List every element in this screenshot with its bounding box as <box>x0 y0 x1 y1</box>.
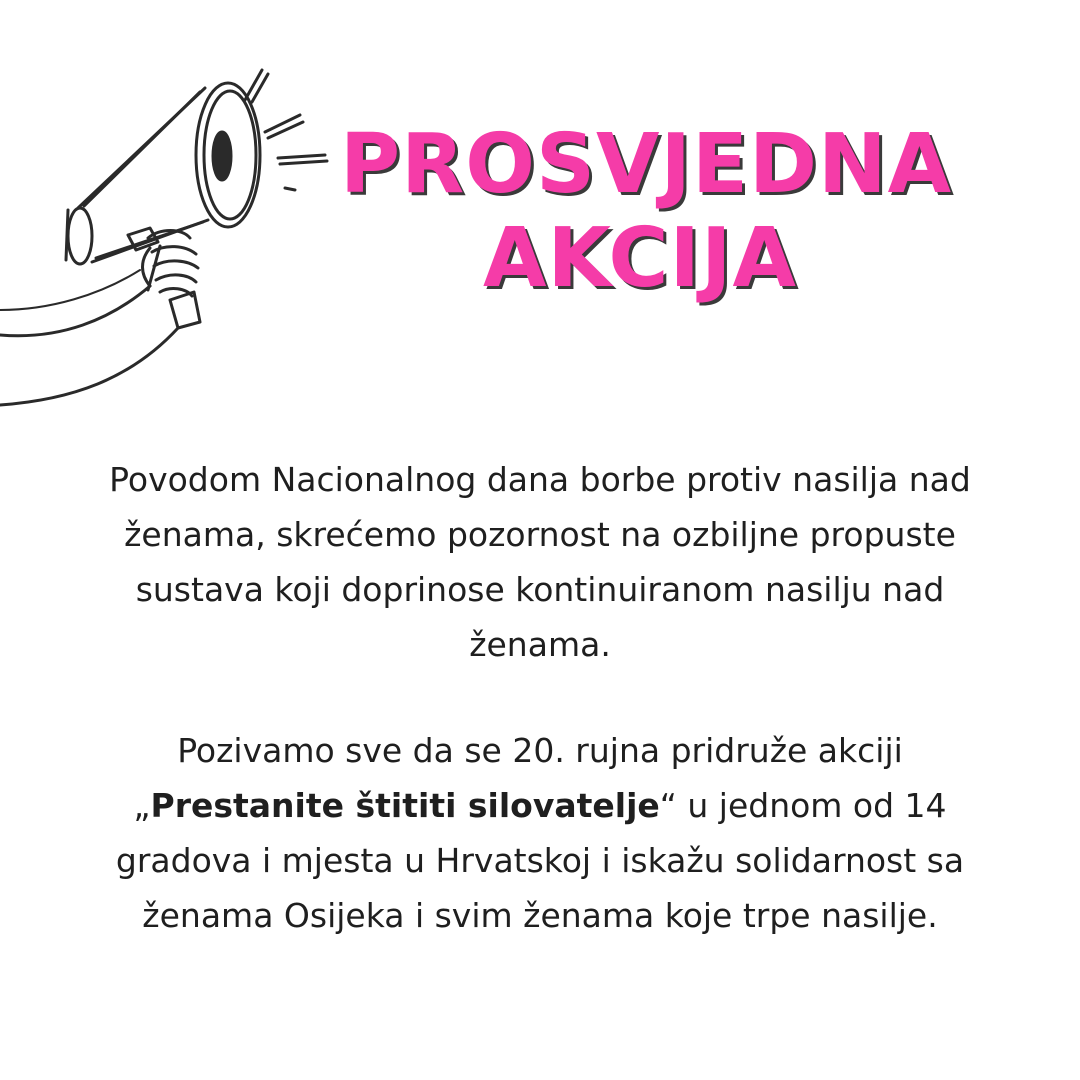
cta-line-campaign <box>40 778 1040 833</box>
intro-line: sustava koji doprinose kontinuiranom nasilju nad <box>135 570 945 609</box>
call-to-action-paragraph <box>40 723 1040 943</box>
campaign-name: Prestanite štititi silovatelje <box>150 786 660 825</box>
intro-line: ženama. <box>469 625 611 664</box>
cta-line: Pozivamo sve da se 20. rujna pridruže akciji <box>177 731 903 770</box>
intro-paragraph <box>40 452 1040 672</box>
intro-line: ženama, skrećemo pozornost na ozbiljne propuste <box>124 515 956 554</box>
headline-line-2: AKCIJA <box>483 211 797 306</box>
megaphone-hand-icon <box>0 60 340 420</box>
cta-line: ženama Osijeka i svim ženama koje trpe nasilje. <box>142 896 938 935</box>
cta-line: gradova i mjesta u Hrvatskoj i iskažu solidarnost sa <box>115 841 965 880</box>
headline-line-1: PROSVJEDNA <box>340 117 953 212</box>
intro-line: Povodom Nacionalnog dana borbe protiv nasilja nad <box>109 460 971 499</box>
campaign-line-rest: “ u jednom od 14 <box>659 786 947 825</box>
headline <box>340 117 953 306</box>
open-quote: „ <box>133 786 151 825</box>
